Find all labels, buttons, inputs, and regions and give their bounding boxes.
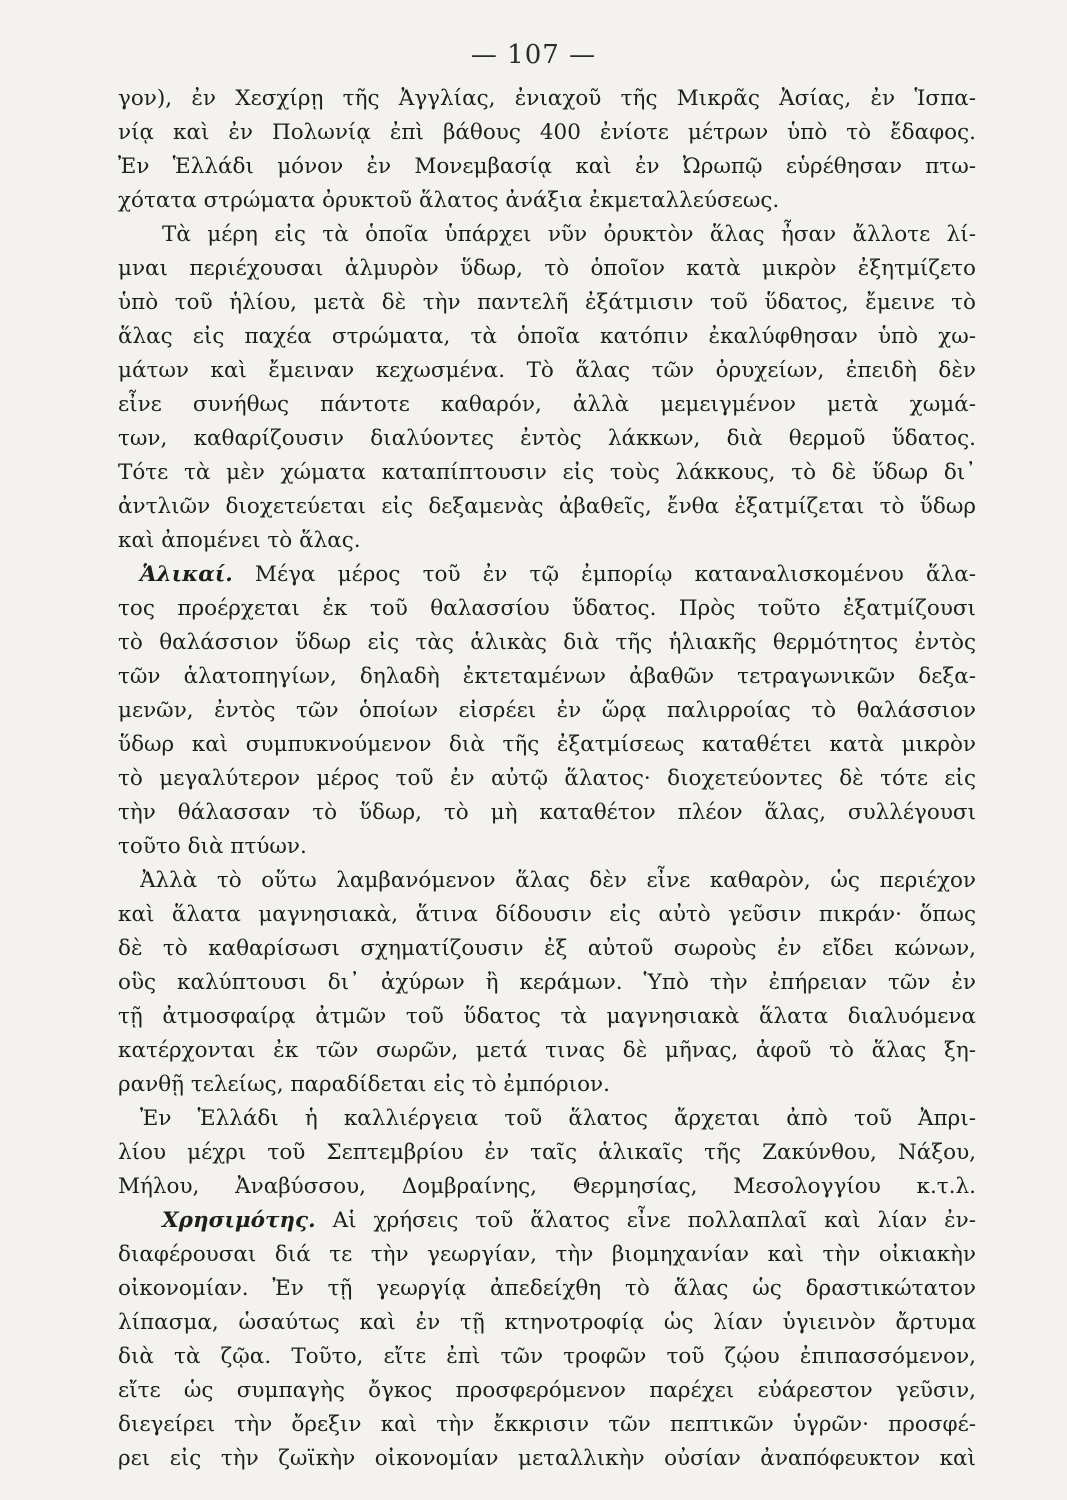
text-line: γον), ἐν Χεσχίρῃ τῆς Ἀγγλίας, ἐνιαχοῦ τῆς Μικρᾶς Ἀσίας, ἐν Ἱσπα- <box>118 86 976 111</box>
text-line: τῇ ἀτμοσφαίρᾳ ἀτμῶν τοῦ ὕδατος τὰ μαγνησιακὰ ἅλατα διαλυόμενα <box>118 1004 976 1029</box>
text-line: τὸ μεγαλύτερον μέρος τοῦ ἐν αὐτῷ ἅλατος· διοχετεύοντες δὲ τότε εἰς <box>118 766 976 791</box>
text-line: Μήλου, Ἀναβύσσου, Δομβραίνης, Θερμησίας, Μεσολογγίου κ.τ.λ. <box>118 1174 976 1199</box>
text-line: δὲ τὸ καθαρίσωσι σχηματίζουσιν ἐξ αὐτοῦ σωροὺς ἐν εἴδει κώνων, <box>118 936 976 961</box>
text-line: των, καθαρίζουσιν διαλύοντες ἐντὸς λάκκων, διὰ θερμοῦ ὕδατος. <box>118 426 976 451</box>
text-line: καὶ ἀπομένει τὸ ἅλας. <box>118 528 361 553</box>
text-line: χότατα στρώματα ὀρυκτοῦ ἅλατος ἀνάξια ἐκμεταλλεύσεως. <box>118 188 780 213</box>
paragraph <box>118 1102 976 1204</box>
text-line: διεγείρει τὴν ὄρεξιν καὶ τὴν ἔκκρισιν τῶν πεπτικῶν ὑγρῶν· προσφέ- <box>118 1412 976 1437</box>
text-line: μενῶν, ἐντὸς τῶν ὁποίων εἰσρέει ἐν ὥρᾳ παλιρροίας τὸ θαλάσσιον <box>118 698 976 723</box>
text-line: ἅλας εἰς παχέα στρώματα, τὰ ὁποῖα κατόπιν ἐκαλύφθησαν ὑπὸ χω- <box>118 324 976 349</box>
body-text <box>118 82 976 1476</box>
paragraph <box>118 1204 976 1476</box>
paragraph <box>118 82 976 218</box>
text-line: εἴτε ὡς συμπαγὴς ὄγκος προσφερόμενον παρέχει εὐάρεστον γεῦσιν, <box>118 1378 976 1403</box>
text-line: μναι περιέχουσαι ἁλμυρὸν ὕδωρ, τὸ ὁποῖον κατὰ μικρὸν ἐξητμίζετο <box>118 256 976 281</box>
text-line: ἀντλιῶν διοχετεύεται εἰς δεξαμενὰς ἀβαθεῖς, ἔνθα ἐξατμίζεται τὸ ὕδωρ <box>118 494 976 519</box>
text-line: ρει εἰς τὴν ζωϊκὴν οἰκονομίαν μεταλλικὴν οὐσίαν ἀναπόφευκτον καὶ <box>118 1446 976 1471</box>
text-line: καὶ ἅλατα μαγνησιακὰ, ἅτινα δίδουσιν εἰς αὐτὸ γεῦσιν πικράν· ὅπως <box>118 902 976 927</box>
text-line: τὸ θαλάσσιον ὕδωρ εἰς τὰς ἁλικὰς διὰ τῆς ἡλιακῆς θερμότητος ἐντὸς <box>118 630 976 655</box>
text-line: τὴν θάλασσαν τὸ ὕδωρ, τὸ μὴ καταθέτον πλέον ἅλας, συλλέγουσι <box>118 800 976 825</box>
text-line: οὓς καλύπτουσι δι᾽ ἀχύρων ἢ κεράμων. Ὑπὸ τὴν ἐπήρειαν τῶν ἐν <box>118 970 976 995</box>
text-line: τοῦτο διὰ πτύων. <box>118 834 307 859</box>
text-line: ὑπὸ τοῦ ἡλίου, μετὰ δὲ τὴν παντελῆ ἐξάτμισιν τοῦ ὕδατος, ἔμεινε τὸ <box>118 290 976 315</box>
text-line: λίου μέχρι τοῦ Σεπτεμβρίου ἐν ταῖς ἁλικαῖς τῆς Ζακύνθου, Νάξου, <box>118 1140 976 1165</box>
text-line: κατέρχονται ἐκ τῶν σωρῶν, μετά τινας δὲ μῆνας, ἀφοῦ τὸ ἅλας ξη- <box>118 1038 976 1063</box>
text-line: διαφέρουσαι διά τε τὴν γεωργίαν, τὴν βιομηχανίαν καὶ τὴν οἰκιακὴν <box>118 1242 976 1267</box>
section-heading-chrisimotis: Χρησιμότης. <box>162 1208 316 1233</box>
text-line: νίᾳ καὶ ἐν Πολωνίᾳ ἐπὶ βάθους 400 ἐνίοτε μέτρων ὑπὸ τὸ ἔδαφος. <box>118 120 976 145</box>
page-number: — 107 — <box>470 40 597 70</box>
section-heading-alikai: Ἁλικαί. <box>140 562 233 587</box>
text-line: τος προέρχεται ἐκ τοῦ θαλασσίου ὕδατος. Πρὸς τοῦτο ἐξατμίζουσι <box>118 596 976 621</box>
paragraph <box>118 864 976 1102</box>
paragraph <box>118 218 976 558</box>
text-line <box>118 1204 976 1238</box>
text-line: ὕδωρ καὶ συμπυκνούμενον διὰ τῆς ἐξατμίσεως καταθέτει κατὰ μικρὸν <box>118 732 976 757</box>
text-line: Ἐν Ἑλλάδι μόνον ἐν Μονεμβασίᾳ καὶ ἐν Ὠρωπῷ εὑρέθησαν πτω- <box>118 154 976 179</box>
text-line: διὰ τὰ ζῷα. Τοῦτο, εἴτε ἐπὶ τῶν τροφῶν τοῦ ζῴου ἐπιπασσόμενον, <box>118 1344 976 1369</box>
paragraph <box>118 558 976 864</box>
text-line: Τὰ μέρη εἰς τὰ ὁποῖα ὑπάρχει νῦν ὀρυκτὸν ἅλας ἦσαν ἄλλοτε λί- <box>162 222 976 247</box>
text-line: Τότε τὰ μὲν χώματα καταπίπτουσιν εἰς τοὺς λάκκους, τὸ δὲ ὕδωρ δι᾽ <box>118 460 976 485</box>
text-line: ρανθῇ τελείως, παραδίδεται εἰς τὸ ἐμπόριον. <box>118 1072 610 1097</box>
text-line: Ἀλλὰ τὸ οὕτω λαμβανόμενον ἅλας δὲν εἶνε καθαρὸν, ὡς περιέχον <box>140 868 976 893</box>
text-line: οἰκονομίαν. Ἐν τῇ γεωργίᾳ ἀπεδείχθη τὸ ἅλας ὡς δραστικώτατον <box>118 1276 976 1301</box>
text-line <box>118 558 976 592</box>
text-line: εἶνε συνήθως πάντοτε καθαρόν, ἀλλὰ μεμειγμένον μετὰ χωμά- <box>118 392 976 417</box>
text-line: λίπασμα, ὡσαύτως καὶ ἐν τῇ κτηνοτροφίᾳ ὡς λίαν ὑγιεινὸν ἄρτυμα <box>118 1310 976 1335</box>
text-line-content: Αἱ χρήσεις τοῦ ἅλατος εἶνε πολλαπλαῖ καὶ λίαν ἐν- <box>315 1208 976 1233</box>
text-line: μάτων καὶ ἔμειναν κεχωσμένα. Τὸ ἅλας τῶν ὀρυχείων, ἐπειδὴ δὲν <box>118 358 976 383</box>
text-line-content: Μέγα μέρος τοῦ ἐν τῷ ἐμπορίῳ καταναλισκομένου ἅλα- <box>232 562 976 587</box>
text-line: τῶν ἁλατοπηγίων, δηλαδὴ ἐκτεταμένων ἀβαθῶν τετραγωνικῶν δεξα- <box>118 664 976 689</box>
text-line: Ἐν Ἑλλάδι ἡ καλλιέργεια τοῦ ἅλατος ἄρχεται ἀπὸ τοῦ Ἀπρι- <box>140 1106 976 1131</box>
